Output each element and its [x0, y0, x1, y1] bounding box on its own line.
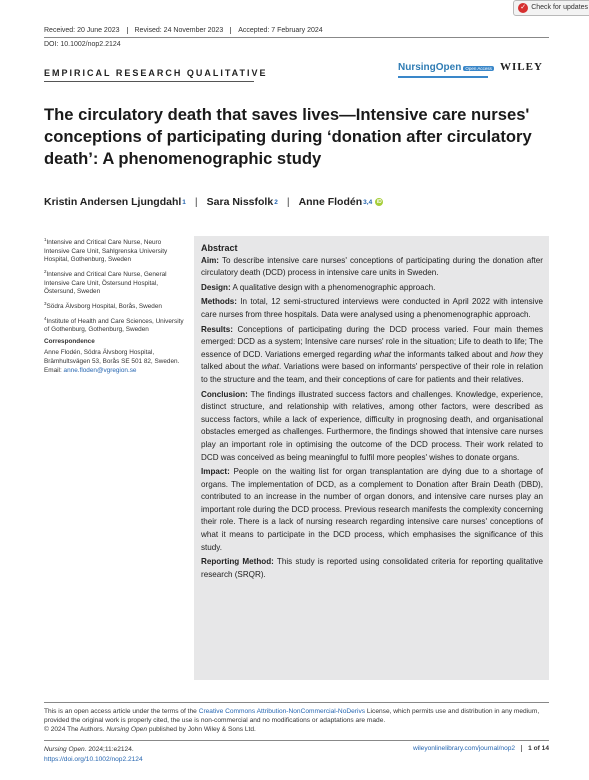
abstract-conclusion: Conclusion: The findings illustrated success factors and challenges. Knowledge, experience, distinct structure, and relationship with relatives, among other factors, were described as success factors, while a lack of experience, difficulty in prognosing death, and organisational obstacles emerged as challenges. Furthermore, the findings showed that intensive care nurses play an important role in optimising the outcome of the DCD process. Their work related to DCD was conceived as being meaningful to fulfil more peoples' wishes to donate organs.	[201, 389, 543, 462]
accepted-date: Accepted: 7 February 2024	[238, 27, 323, 34]
article-title: The circulatory death that saves lives—Intensive care nurses' conceptions of participating during ‘donation after circulatory death’: A phenomenographic study	[44, 105, 532, 168]
license-notice: This is an open access article under the terms of the Creative Commons Attribution-NonCommercial-NoDerivs License, which permits use and distribution in any medium, provided the original work is properly cited, the use is non-commercial and no modifications or adaptations are made. © 2024 The Authors. Nursing Open published by John Wiley & Sons Ltd.	[44, 708, 540, 734]
abstract-results: Results: Conceptions of participating during the DCD process varied. Four main themes emerged: DCD as a system; Intensive care nurses' role in the situation; Life to death to life; The essence of DCD. Variations emerged regarding what the informants talked about and how they talked about the what. Variations were based on informants' perspective of their role in relation to the structure and the team, and their conceptions of care for patients and their relatives.	[201, 324, 544, 384]
footer-right	[413, 745, 549, 752]
check-for-updates-label: Check for updates	[531, 4, 588, 11]
page-number: 1 of 14	[528, 745, 549, 752]
affiliations	[44, 236, 184, 378]
orcid-icon[interactable]: iD	[376, 199, 382, 205]
footer-citation: Nursing Open. 2024;11:e2124. https://doi.org/10.1002/nop2.2124	[44, 746, 143, 763]
section-underline	[44, 81, 254, 82]
abstract	[201, 242, 543, 583]
correspondence-address: Anne Flodén, Södra Älvsborg Hospital, Brämhultsvägen 53, Borås SE 501 82, Sweden. Email: anne.floden@vgregion.se	[44, 349, 180, 374]
doi: DOI: 10.1002/nop2.2124	[44, 41, 121, 48]
author-separator: |	[194, 196, 198, 208]
affiliation: $^4$Institute of Health and Care Sciences, University of Gothenburg, Gothenburg, Sweden	[44, 315, 184, 334]
author-name[interactable]: Sara Nissfolk	[206, 196, 274, 208]
revised-date: Revised: 24 November 2023	[135, 27, 232, 34]
section-label: EMPIRICAL RESEARCH QUALITATIVE	[44, 68, 268, 78]
author-name[interactable]: Kristin Andersen Ljungdahl	[44, 196, 182, 208]
journal-logo	[398, 57, 494, 78]
check-for-updates-button[interactable]	[513, 0, 589, 16]
publisher-logo: WILEY	[500, 61, 543, 73]
abstract-design: Design: A qualitative design with a phenomenographic approach.	[201, 282, 436, 292]
author-affiliation-ref[interactable]: 2	[274, 198, 278, 206]
footer-divider	[44, 740, 549, 741]
abstract-aim: Aim: To describe intensive care nurses' conceptions of participating during the donation after circulatory death (DCD) process in intensive care units in Sweden.	[201, 255, 543, 278]
license-link[interactable]: Creative Commons Attribution-NonCommercial-NoDerivs	[198, 708, 366, 715]
correspondence-heading: Correspondence	[44, 337, 95, 345]
journal-site-link[interactable]: wileyonlinelibrary.com/journal/nop2	[413, 745, 522, 752]
open-access-badge: Open Access	[465, 66, 492, 71]
abstract-impact: Impact: People on the waiting list for organ transplantation are dying due to a shortage of organs. The implementation of DCD, as a complement to Donation after Brain Death (DBD), contributed to an increase in the number of organ donors, and intensive care nurses play an important role during the DCD process. Previous research manifests the complexity concerning their role. There is a lack of nursing research regarding intensive care nurses' conceptions of what it means to participate in the DCD process, which emphasises the significance of this study.	[201, 467, 543, 552]
author-affiliation-ref[interactable]: 3,4	[363, 198, 373, 206]
abstract-reporting-method: Reporting Method: This study is reported using consolidated criteria for reporting qualitative research (SRQR).	[201, 557, 543, 579]
author-name[interactable]: Anne Flodén	[298, 196, 363, 208]
author-affiliation-ref[interactable]: 1	[182, 198, 186, 206]
abstract-heading: Abstract	[201, 243, 238, 253]
affiliation: $^2$Intensive and Critical Care Nurse, General Intensive Care Unit, Östersund Hospital, Östersund, Sweden	[44, 268, 167, 296]
license-divider	[44, 702, 549, 703]
doi-link[interactable]: https://doi.org/10.1002/nop2.2124	[44, 755, 143, 763]
header-divider	[44, 37, 549, 38]
journal-logo-bar	[398, 76, 488, 78]
email-label: Email:	[44, 366, 62, 374]
affiliation: $^1$Intensive and Critical Care Nurse, Neuro Intensive Care Unit, Sahlgrenska University Hospital, Gothenburg, Sweden	[44, 237, 168, 264]
email-link[interactable]: anne.floden@vgregion.se	[63, 366, 137, 374]
author-separator: |	[286, 196, 290, 208]
author-list	[44, 196, 383, 208]
crossmark-icon: ✓	[518, 3, 528, 13]
affiliation: $^3$Södra Älvsborg Hospital, Borås, Sweden	[44, 300, 162, 310]
article-dates	[44, 27, 337, 34]
abstract-methods: Methods: In total, 12 semi-structured interviews were conducted in April 2022 with intensive care nurses from three hospitals. Data were analysed using a phenomenographic approach.	[201, 297, 543, 319]
received-date: Received: 20 June 2023	[44, 27, 128, 34]
journal-name: NursingOpen	[398, 62, 462, 73]
